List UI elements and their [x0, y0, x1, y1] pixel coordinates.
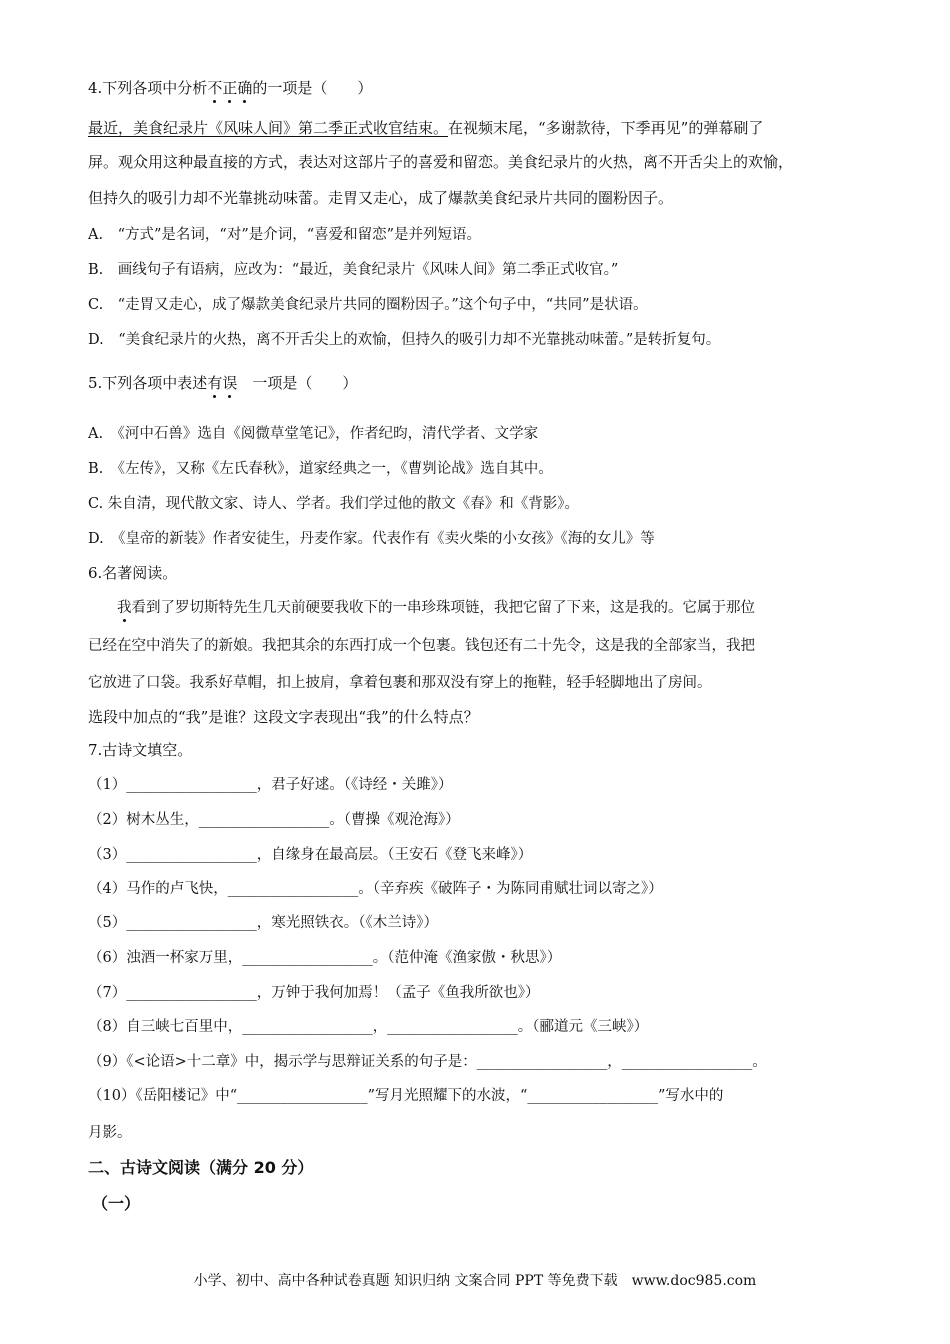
q4-passage-line-2: 屏。观众用这种最直接的方式，表达对这部片子的喜爱和留恋。美食纪录片的火热，离不开舌尖上的欢愉， [88, 153, 794, 171]
q4-passage-line-3: 但持久的吸引力却不光靠挑动味蕾。走胃又走心，成了爆款美食纪录片共同的圈粉因子。 [88, 189, 674, 207]
emphasis-char: 正 [222, 79, 238, 97]
q4-underlined-sentence: 最近，美食纪录片《风味人间》第二季正式收官结束。 [88, 119, 449, 137]
section-2-heading: 二、古诗文阅读（满分 20 分） [88, 1158, 314, 1177]
q5-option-b: B. 《左传》，又称《左氏春秋》，道家经典之一，《曹刿论战》选自其中。 [88, 461, 553, 477]
q7-item-8: （8）自三峡七百里中，__________________，__________________。（郦道元《三峡》） [88, 1019, 649, 1035]
q7-item-1: （1）__________________，君子好逑。（《诗经・关雎》） [88, 777, 453, 793]
q4-option-c: C. “走胃又走心，成了爆款美食纪录片共同的圈粉因子。”这个句子中，“共同”是状语。 [88, 297, 648, 313]
q5-option-a: A. 《河中石兽》选自《阅微草堂笔记》，作者纪昀，清代学者、文学家 [88, 426, 539, 442]
q7-item-9: （9）《<论语>十二章》中，揭示学与思辩证关系的句子是：__________________，__________________。 [88, 1054, 767, 1070]
emphasis-char: 确 [237, 79, 253, 97]
q5-option-c: C. 朱自清，现代散文家、诗人、学者。我们学过他的散文《春》和《背影》。 [88, 496, 580, 512]
q7-item-2: （2）树木丛生，__________________。（曹操《观沧海》） [88, 812, 460, 828]
q7-item-4: （4）马作的卢飞快，__________________。（辛弃疾《破阵子・为陈同甫赋壮词以寄之》） [88, 881, 663, 897]
q7-item-3: （3）__________________，自缘身在最高层。（王安石《登飞来峰》） [88, 847, 533, 863]
q7-item-7: （7）__________________，万钟于我何加焉！（孟子《鱼我所欲也》） [88, 985, 540, 1001]
q5-title: 5.下列各项中表述有误 一项是（ ） [88, 374, 358, 392]
q6-excerpt-line-3: 它放进了口袋。我系好草帽，扣上披肩，拿着包裹和那双没有穿上的拖鞋，轻手轻脚地出了房间。 [88, 675, 712, 691]
q6-question: 选段中加点的“我”是谁？这段文字表现出“我”的什么特点？ [88, 708, 479, 726]
section-2-subheading: （一） [92, 1194, 141, 1213]
q5-option-d: D. 《皇帝的新装》作者安徒生，丹麦作家。代表作有《卖火柴的小女孩》《海的女儿》等 [88, 531, 655, 547]
emphasis-char: 误 [222, 374, 238, 392]
emphasis-char: 有 [207, 374, 223, 392]
page-footer: 小学、初中、高中各种试卷真题 知识归纳 文案合同 PPT 等免费下载 www.doc985.com [193, 1273, 757, 1289]
q5-dotted-word [207, 374, 237, 392]
q4-option-b: B. 画线句子有语病，应改为：“最近，美食纪录片《风味人间》第二季正式收官。” [88, 262, 619, 278]
q7-item-10: （10）《岳阳楼记》中“__________________”写月光照耀下的水波，“__________________”写水中的 [88, 1088, 724, 1104]
emphasis-char: 不 [207, 79, 223, 97]
q7-item-6: （6）浊酒一杯家万里，__________________。（范仲淹《渔家傲・秋思》） [88, 950, 562, 966]
q7-item-10-cont: 月影。 [88, 1125, 132, 1141]
q6-excerpt-line-1: 我看到了罗切斯特先生几天前硬要我收下的一串珍珠项链，我把它留了下来，这是我的。它属于那位 [117, 600, 755, 616]
q7-item-5: （5）__________________，寒光照铁衣。（《木兰诗》） [88, 915, 438, 931]
q4-passage-line-1: 最近，美食纪录片《风味人间》第二季正式收官结束。在视频末尾，“多谢款待，下季再见”的弹幕刷了 [88, 119, 764, 137]
q4-dotted-word [207, 79, 252, 97]
q6-title: 6.名著阅读。 [88, 564, 178, 582]
q4-title: 4.下列各项中分析不正确的一项是（ ） [88, 79, 373, 97]
q7-title: 7.古诗文填空。 [88, 741, 193, 759]
q6-dotted-wo: 我 [117, 600, 132, 616]
q4-option-a: A. “方式”是名词，“对”是介词，“喜爱和留恋”是并列短语。 [88, 227, 482, 243]
q4-option-d: D. “美食纪录片的火热，离不开舌尖上的欢愉，但持久的吸引力却不光靠挑动味蕾。”是转折复句。 [88, 332, 721, 348]
q6-excerpt-line-2: 已经在空中消失了的新娘。我把其余的东西打成一个包裹。钱包还有二十先令，这是我的全部家当，我把 [88, 638, 755, 654]
